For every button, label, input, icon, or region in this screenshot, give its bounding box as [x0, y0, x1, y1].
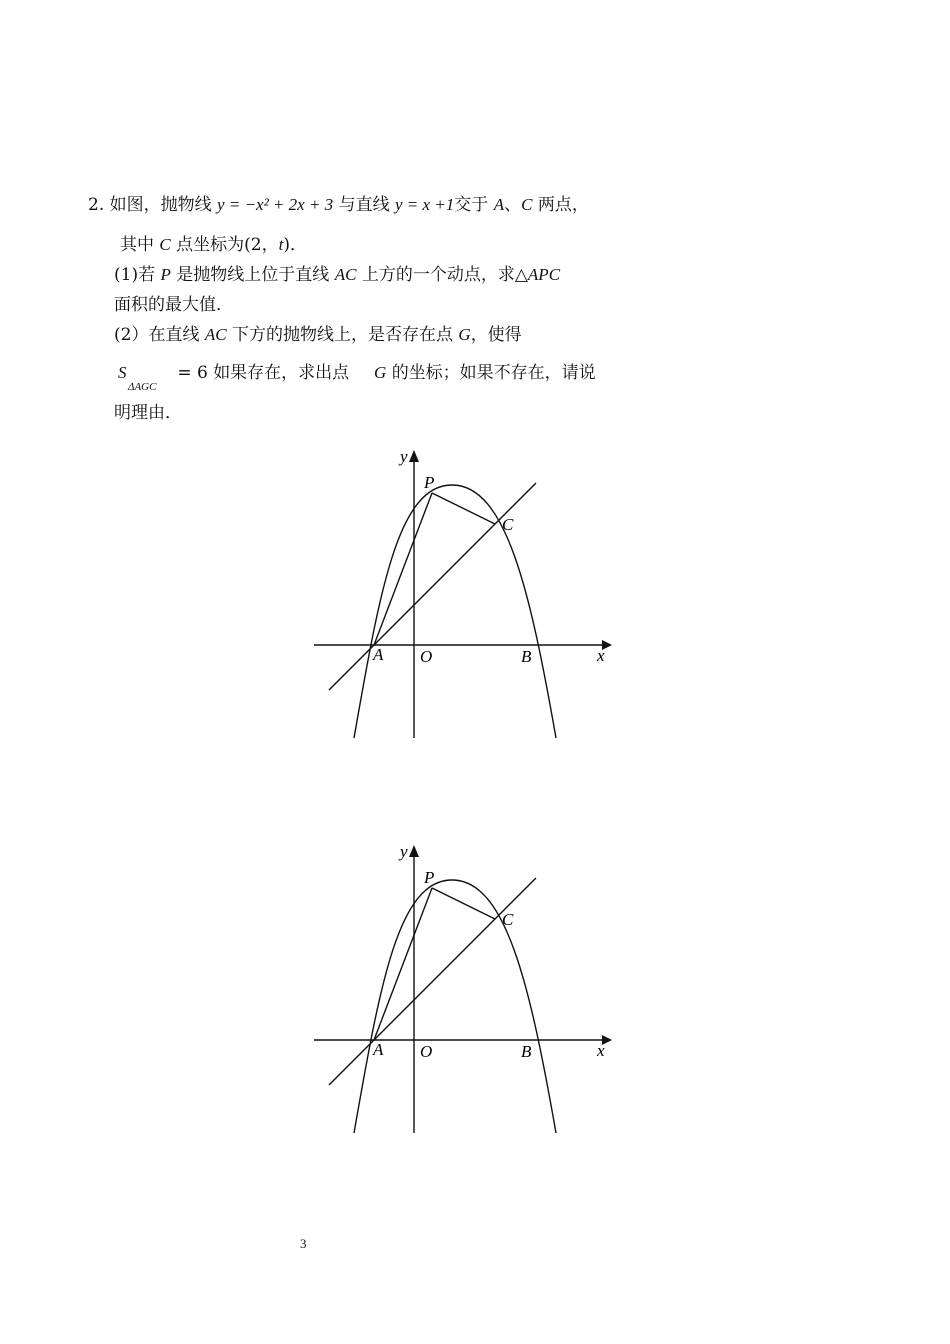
- label-b: B: [521, 1042, 532, 1061]
- y-axis-arrow: [409, 845, 419, 857]
- area-subscript: ΔAGC: [128, 381, 157, 393]
- label-b: B: [521, 647, 532, 666]
- segment-pc: [432, 493, 495, 524]
- part-2-line-3: 明理由．: [114, 403, 182, 423]
- line-equation: y = x +1: [394, 195, 455, 214]
- label-x: x: [597, 646, 605, 665]
- figure-2-graph: [300, 835, 630, 1145]
- label-p: P: [424, 868, 435, 887]
- label-o: O: [420, 1042, 433, 1061]
- label-c: C: [502, 515, 514, 534]
- figure-1-graph: [300, 440, 630, 750]
- label-y: y: [400, 842, 408, 861]
- label-a: A: [373, 1040, 384, 1059]
- label-c: C: [502, 910, 514, 929]
- segment-ap: [374, 493, 432, 645]
- part-1-line-2: 面积的最大值．: [114, 295, 233, 315]
- segment-pc: [432, 888, 495, 919]
- part-1-line-1: (1)若 P 是抛物线上位于直线 AC 上方的一个动点，求△APC: [114, 265, 561, 285]
- parabola-curve: [354, 485, 556, 738]
- part-2-line-2: S = 6 如果存在，求出点 G 的坐标；如果不存在，请说: [118, 363, 596, 383]
- y-axis-arrow: [409, 450, 419, 462]
- label-x: x: [597, 1041, 605, 1060]
- problem-line-1: 2. 如图，抛物线 y = −x² + 2x + 3 与直线 y = x +1交于 A、C 两点，: [88, 195, 589, 215]
- label-a: A: [373, 645, 384, 664]
- label-p: P: [424, 473, 435, 492]
- problem-line-2: 其中 C 点坐标为(2，t)．: [120, 235, 307, 255]
- parabola-curve: [354, 880, 556, 1133]
- area-symbol: S: [118, 363, 127, 382]
- segment-ap: [374, 888, 432, 1040]
- problem-number: 2.: [88, 195, 105, 215]
- part-2-line-1: (2）在直线 AC 下方的抛物线上，是否存在点 G，使得: [114, 325, 522, 345]
- page-number: 3: [300, 1236, 307, 1251]
- figure-2: [300, 835, 630, 1145]
- label-o: O: [420, 647, 433, 666]
- label-y: y: [400, 447, 408, 466]
- parabola-equation: y = −x² + 2x + 3: [217, 195, 334, 214]
- figure-1: [300, 440, 630, 750]
